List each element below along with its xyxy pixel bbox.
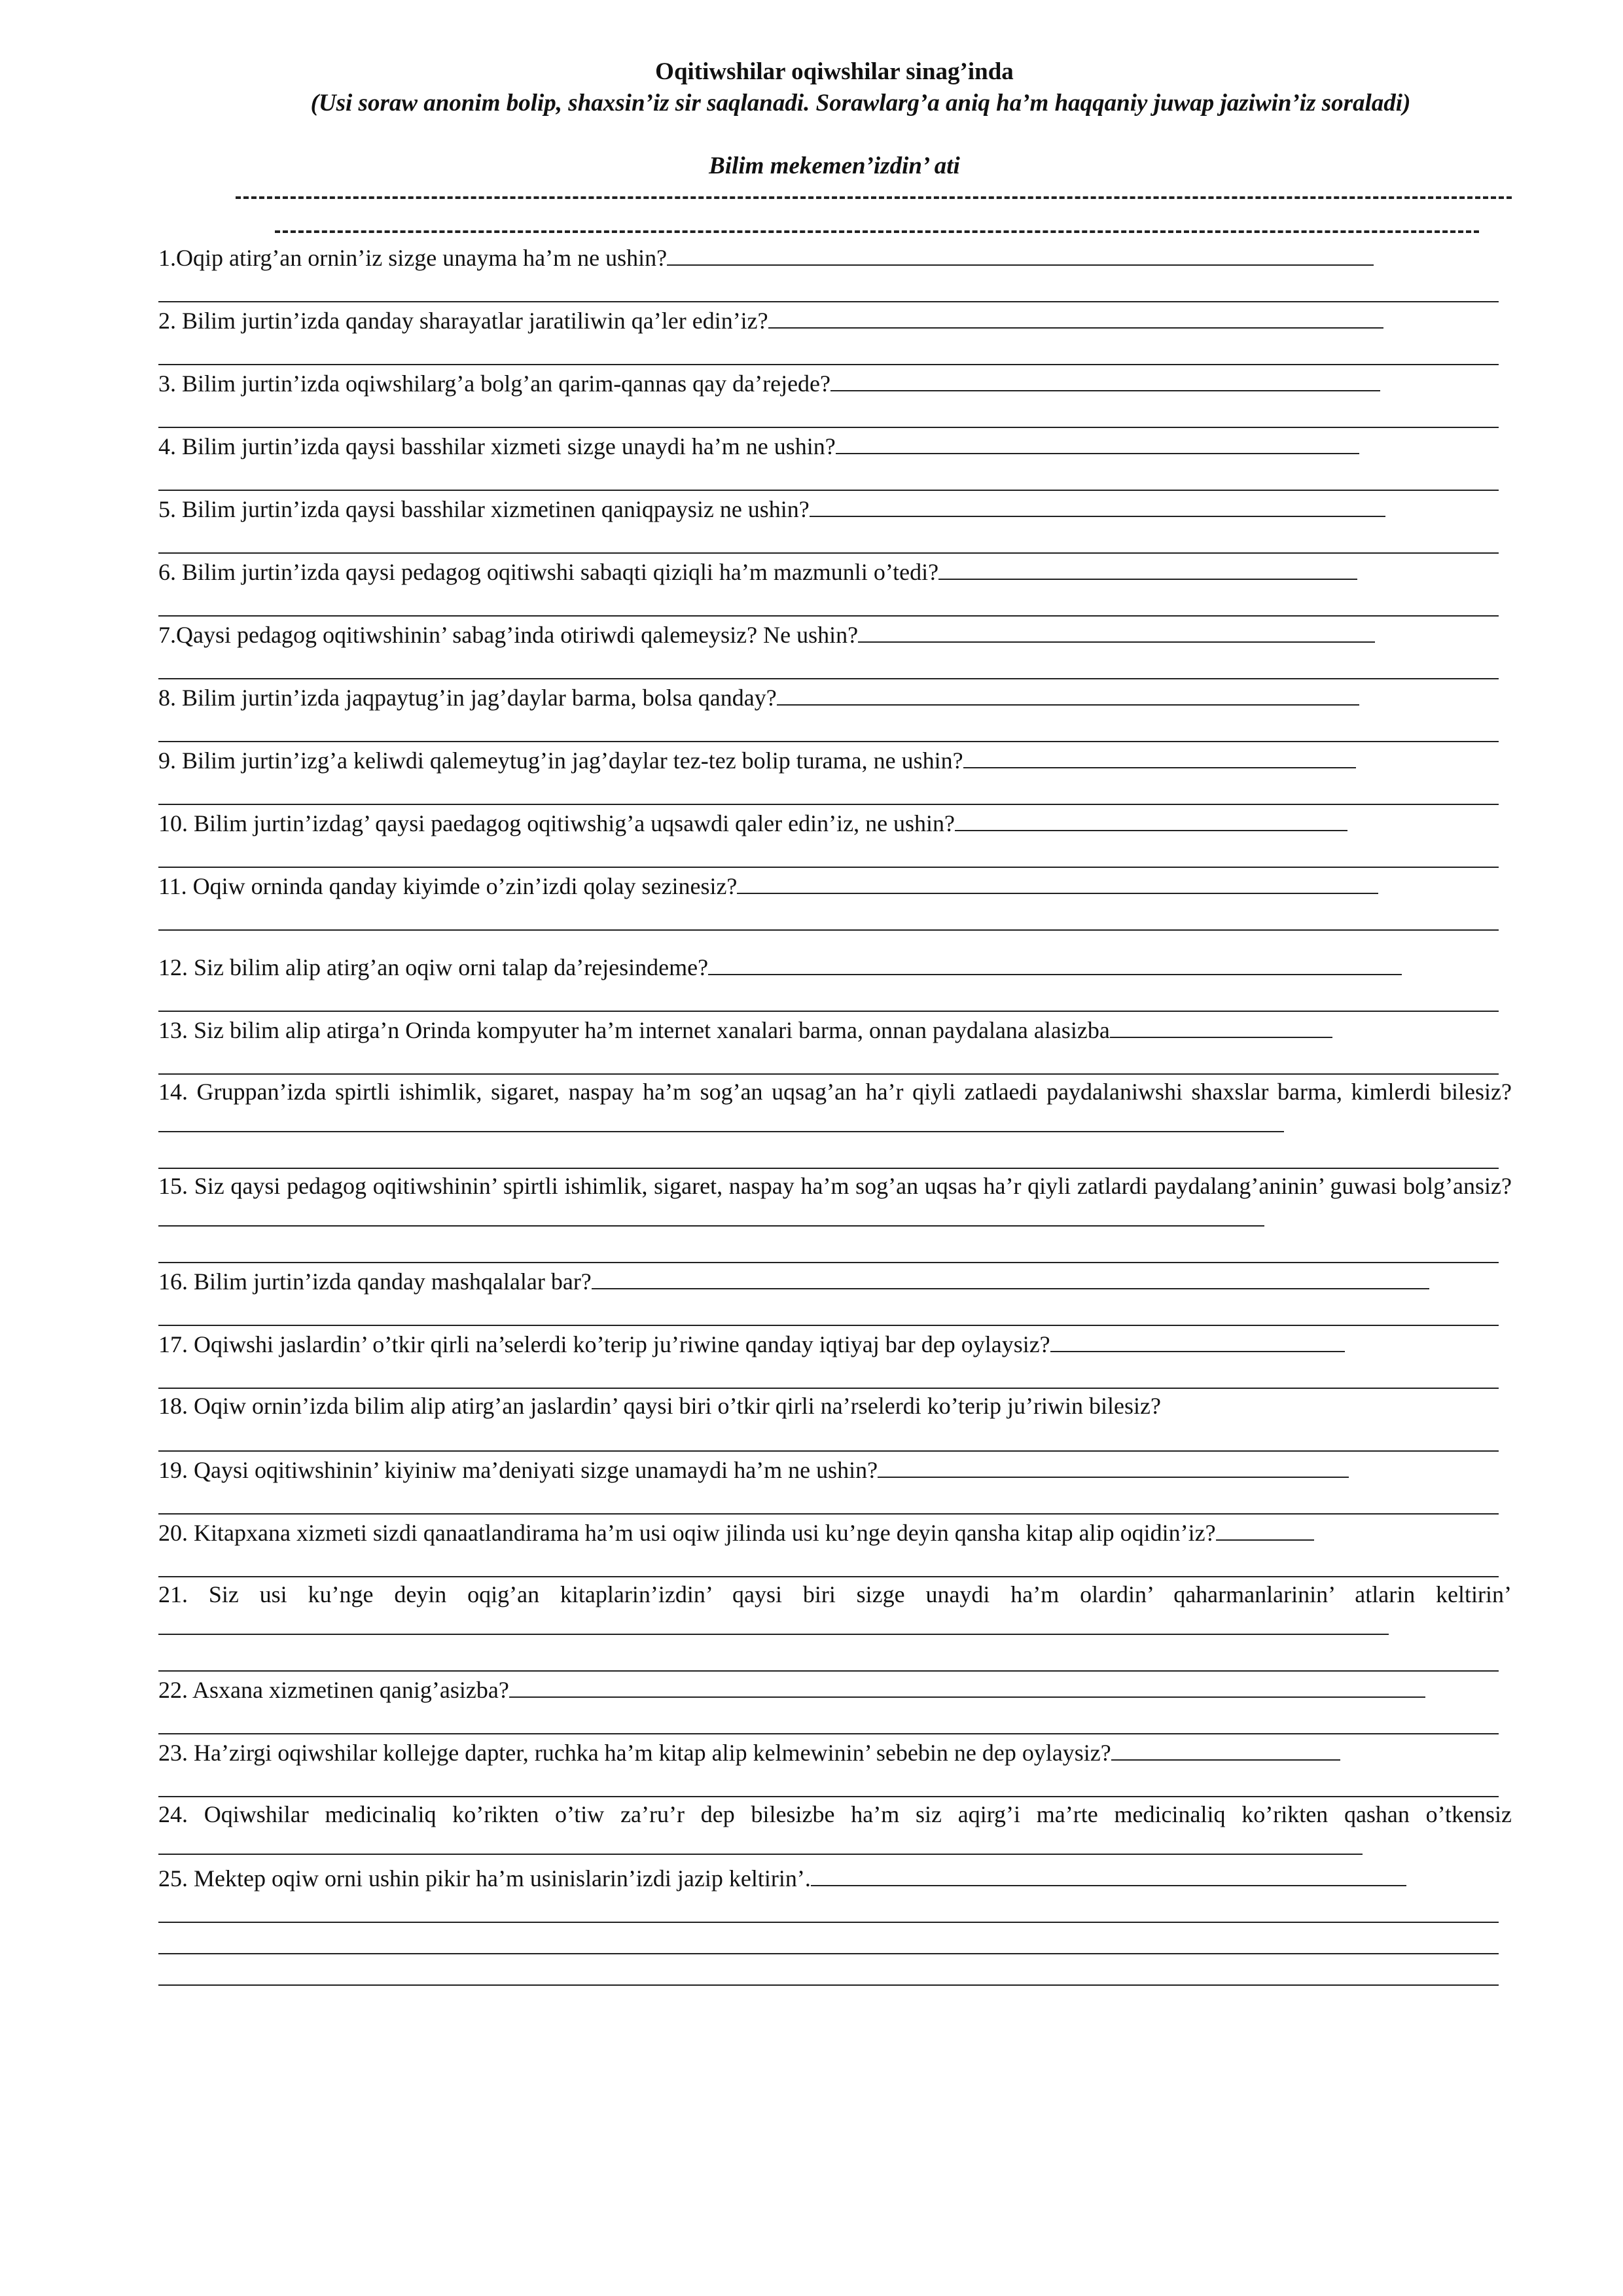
question-5 [158, 492, 1512, 525]
question-25 [158, 1861, 1512, 1894]
question-10-text: 10. Bilim jurtin’izdag’ qaysi paedagog oqitiwshig’a uqsawdi qaler edin’iz, ne ushin? [158, 810, 955, 836]
answer-17-line[interactable] [158, 1388, 1499, 1389]
institution-dashed-line-2[interactable] [275, 230, 1479, 233]
answer-4-inline[interactable] [836, 429, 1359, 454]
question-4-text: 4. Bilim jurtin’izda qaysi basshilar xizmeti sizge unaydi ha’m ne ushin? [158, 433, 836, 459]
question-19 [158, 1453, 1512, 1486]
question-9 [158, 744, 1512, 776]
question-17 [158, 1327, 1512, 1360]
question-21 [158, 1579, 1512, 1643]
answer-1-inline[interactable] [667, 241, 1374, 266]
question-16-text: 16. Bilim jurtin’izda qanday mashqalalar bar? [158, 1268, 592, 1295]
answer-5-inline[interactable] [810, 492, 1385, 517]
answer-20-line[interactable] [158, 1576, 1499, 1577]
answer-22-line[interactable] [158, 1733, 1499, 1734]
question-16 [158, 1265, 1512, 1297]
question-7-text: 7.Qaysi pedagog oqitiwshinin’ sabag’inda otiriwdi qalemeysiz? Ne ushin? [158, 622, 859, 648]
answer-18-line[interactable] [158, 1450, 1499, 1452]
question-17-text: 17. Oqiwshi jaslardin’ o’tkir qirli na’selerdi ko’terip ju’riwine qanday iqtiyaj bar dep oylaysiz? [158, 1331, 1050, 1357]
question-18-text: 18. Oqiw ornin’izda bilim alip atirg’an jaslardin’ qaysi biri o’tkir qirli na’rselerdi ko’terip ju’riwin bilesiz? [158, 1393, 1161, 1419]
question-1-text: 1.Oqip atirg’an ornin’iz sizge unayma ha’m ne ushin? [158, 245, 668, 271]
question-2-text: 2. Bilim jurtin’izda qanday sharayatlar jaratiliwin qa’ler edin’iz? [158, 308, 768, 334]
question-11-text: 11. Oqiw orninda qanday kiyimde o’zin’izdi qolay sezinesiz? [158, 873, 738, 899]
question-14-text: 14. Gruppan’izda spirtli ishimlik, sigaret, naspay ha’m sog’an uqsag’an ha’r qiyli zatlaedi paydalaniwshi shaxslar barma, kimlerdi bilesiz? [158, 1079, 1512, 1105]
question-7 [158, 618, 1512, 651]
answer-7-inline[interactable] [858, 618, 1375, 643]
answer-25-line-2[interactable] [158, 1953, 1499, 1954]
answer-25-inline[interactable] [811, 1861, 1406, 1886]
question-10 [158, 806, 1512, 839]
answer-15-inline[interactable] [158, 1202, 1264, 1227]
answer-25-line-3[interactable] [158, 1984, 1499, 1986]
question-21-text: 21. Siz usi ku’nge deyin oqig’an kitaplarin’izdin’ qaysi biri sizge unaydi ha’m olardin’ qaharmanlarinin’ atlarin keltirin’ [158, 1581, 1512, 1607]
answer-7-line[interactable] [158, 678, 1499, 679]
institution-dashed-line-1[interactable] [236, 196, 1512, 199]
answer-3-line[interactable] [158, 427, 1499, 428]
question-8 [158, 681, 1512, 713]
question-6-text: 6. Bilim jurtin’izda qaysi pedagog oqitiwshi sabaqti qiziqli ha’m mazmunli o’tedi? [158, 559, 939, 585]
question-8-text: 8. Bilim jurtin’izda jaqpaytug’in jag’daylar barma, bolsa qanday? [158, 685, 777, 711]
question-24 [158, 1799, 1512, 1863]
answer-22-inline[interactable] [509, 1673, 1425, 1698]
question-5-text: 5. Bilim jurtin’izda qaysi basshilar xizmetinen qaniqpaysiz ne ushin? [158, 496, 810, 522]
institution-label: Bilim mekemen’izdin’ ati [709, 152, 960, 179]
question-18 [158, 1390, 1512, 1422]
answer-23-line[interactable] [158, 1796, 1499, 1797]
answer-4-line[interactable] [158, 490, 1499, 491]
answer-8-inline[interactable] [777, 681, 1359, 706]
question-23 [158, 1736, 1512, 1768]
question-15 [158, 1170, 1512, 1234]
answer-9-inline[interactable] [963, 744, 1356, 768]
question-4 [158, 429, 1512, 462]
question-23-text: 23. Ha’zirgi oqiwshilar kollejge dapter, ruchka ha’m kitap alip kelmewinin’ sebebin ne dep oylaysiz? [158, 1740, 1111, 1766]
question-15-text: 15. Siz qaysi pedagog oqitiwshinin’ spirtli ishimlik, sigaret, naspay ha’m sog’an uqsas ha’r qiyli zatlardi paydalang’aninin’ guwasi bolg’ansiz? [158, 1173, 1512, 1199]
question-9-text: 9. Bilim jurtin’izg’a keliwdi qalemeytug’in jag’daylar tez-tez bolip turama, ne ushin? [158, 747, 963, 774]
answer-14-line[interactable] [158, 1168, 1499, 1169]
question-2 [158, 304, 1512, 336]
answer-9-line[interactable] [158, 804, 1499, 805]
answer-12-inline[interactable] [708, 950, 1402, 975]
page-title: Oqitiwshilar oqiwshilar sinag’inda [655, 58, 1014, 85]
question-14 [158, 1076, 1512, 1140]
answer-19-line[interactable] [158, 1513, 1499, 1515]
answer-11-line[interactable] [158, 929, 1499, 931]
answer-13-line[interactable] [158, 1073, 1499, 1075]
question-13 [158, 1013, 1512, 1046]
answer-10-inline[interactable] [955, 806, 1347, 831]
question-12 [158, 950, 1512, 983]
answer-23-inline[interactable] [1111, 1736, 1340, 1761]
answer-1-line[interactable] [158, 301, 1499, 302]
answer-2-line[interactable] [158, 364, 1499, 365]
answer-8-line[interactable] [158, 741, 1499, 742]
answer-25-line-1[interactable] [158, 1922, 1499, 1923]
question-22 [158, 1673, 1512, 1706]
answer-16-line[interactable] [158, 1325, 1499, 1326]
answer-16-inline[interactable] [592, 1265, 1429, 1289]
question-12-text: 12. Siz bilim alip atirg’an oqiw orni talap da’rejesindeme? [158, 954, 709, 980]
question-19-text: 19. Qaysi oqitiwshinin’ kiyiniw ma’deniyati sizge unamaydi ha’m ne ushin? [158, 1457, 878, 1483]
question-6 [158, 555, 1512, 588]
answer-12-line[interactable] [158, 1011, 1499, 1012]
question-20 [158, 1516, 1512, 1549]
answer-24-inline[interactable] [158, 1830, 1363, 1855]
answer-19-inline[interactable] [878, 1453, 1349, 1478]
answer-2-inline[interactable] [768, 304, 1383, 329]
answer-6-inline[interactable] [938, 555, 1357, 580]
question-1 [158, 241, 1512, 274]
answer-15-line[interactable] [158, 1262, 1499, 1263]
question-20-text: 20. Kitapxana xizmeti sizdi qanaatlandirama ha’m usi oqiw jilinda usi ku’nge deyin qansha kitap alip oqidin’iz? [158, 1520, 1216, 1546]
question-11 [158, 869, 1512, 902]
answer-3-inline[interactable] [830, 367, 1380, 391]
answer-14-inline[interactable] [158, 1107, 1284, 1132]
answer-11-inline[interactable] [737, 869, 1378, 894]
answer-6-line[interactable] [158, 615, 1499, 617]
answer-21-inline[interactable] [158, 1610, 1389, 1635]
answer-5-line[interactable] [158, 552, 1499, 554]
question-3 [158, 367, 1512, 399]
question-24-text: 24. Oqiwshilar medicinaliq ko’rikten o’tiw za’ru’r dep bilesizbe ha’m siz aqirg’i ma’rte medicinaliq ko’rikten qashan o’tkensiz [158, 1801, 1512, 1827]
question-3-text: 3. Bilim jurtin’izda oqiwshilarg’a bolg’an qarim-qannas qay da’rejede? [158, 370, 831, 397]
answer-10-line[interactable] [158, 867, 1499, 868]
answer-13-inline[interactable] [1110, 1013, 1332, 1038]
page-subtitle: (Usi soraw anonim bolip, shaxsin’iz sir saqlanadi. Sorawlarg’a aniq ha’m haqqaniy juwap jaziwin’iz soraladi) [310, 90, 1411, 117]
answer-17-inline[interactable] [1050, 1327, 1345, 1352]
question-25-text: 25. Mektep oqiw orni ushin pikir ha’m usinislarin’izdi jazip keltirin’. [158, 1865, 811, 1892]
answer-21-line[interactable] [158, 1670, 1499, 1672]
answer-20-inline[interactable] [1216, 1516, 1314, 1541]
question-13-text: 13. Siz bilim alip atirga’n Orinda kompyuter ha’m internet xanalari barma, onnan paydalana alasizba [158, 1017, 1110, 1043]
question-22-text: 22. Asxana xizmetinen qanig’asizba? [158, 1677, 509, 1703]
